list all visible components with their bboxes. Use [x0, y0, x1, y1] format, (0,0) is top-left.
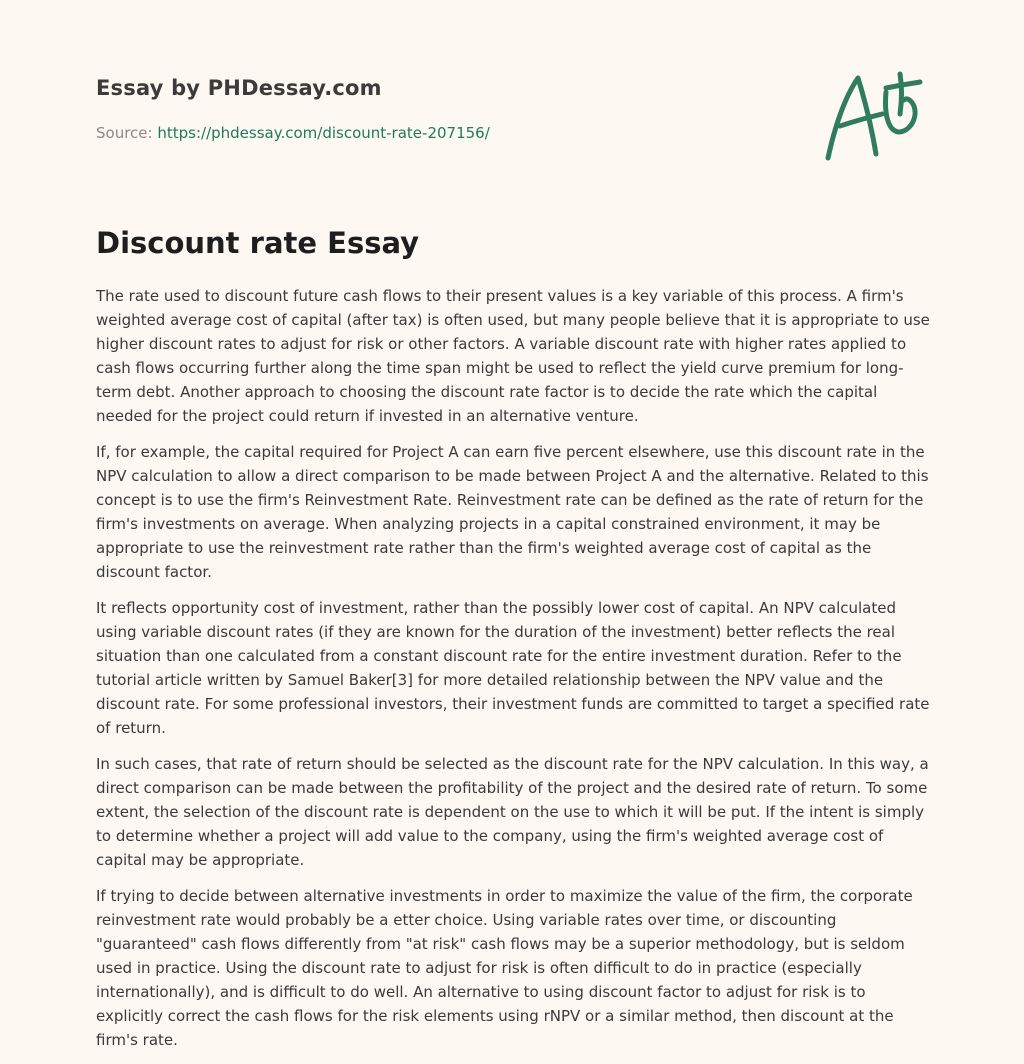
site-brand: Essay by PHDessay.com — [96, 76, 382, 100]
paragraph: If, for example, the capital required for Project A can earn five percent elsewhere, use this discount rate in the NPV calculation to allow a direct comparison to be made between Project A and the alternative. Related to this concept is to use the firm's Reinvestment Rate. Reinvestment rate can be defined as the rate of return for the firm's investments on average. When analyzing projects in a capital constrained environment, it may be appropriate to use the reinvestment rate rather than the firm's weighted average cost of capital as the discount factor. — [96, 443, 929, 581]
source-label: Source: — [96, 124, 153, 142]
a-plus-logo-icon — [822, 68, 928, 164]
paragraph: In such cases, that rate of return should be selected as the discount rate for the NPV calculation. In this way, a direct comparison can be made between the profitability of the project and the desired rate of return. To some extent, the selection of the discount rate is dependent on the use to which it will be put. If the intent is simply to determine whether a project will add value to the company, using the firm's weighted average cost of capital may be appropriate. — [96, 755, 929, 869]
paragraph: If trying to decide between alternative investments in order to maximize the value of the firm, the corporate reinvestment rate would probably be a etter choice. Using variable rates over time, or discounting "guaranteed" cash flows differently from "at risk" cash flows may be a superior methodology, but is seldom used in practice. Using the discount rate to adjust for risk is often difficult to do in practice (especially internationally), and is difficult to do well. An alternative to using discount factor to adjust for risk is to explicitly correct the cash flows for the risk elements using rNPV or a similar method, then discount at the firm's rate. — [96, 887, 913, 1049]
source-line — [96, 124, 490, 142]
article-title: Discount rate Essay — [96, 226, 420, 260]
paragraph: It reflects opportunity cost of investment, rather than the possibly lower cost of capital. An NPV calculated using variable discount rates (if they are known for the duration of the investment) better reflects the real situation than one calculated from a constant discount rate for the entire investment duration. Refer to the tutorial article written by Samuel Baker[3] for more detailed relationship between the NPV value and the discount rate. For some professional investors, their investment funds are committed to target a specified rate of return. — [96, 599, 930, 737]
paragraph: The rate used to discount future cash flows to their present values is a key variable of this process. A firm's weighted average cost of capital (after tax) is often used, but many people believe that it is appropriate to use higher discount rates to adjust for risk or other factors. A variable discount rate with higher rates applied to cash flows occurring further along the time span might be used to reflect the yield curve premium for long-term debt. Another approach to choosing the discount rate factor is to decide the rate which the capital needed for the project could return if invested in an alternative venture. — [96, 287, 930, 425]
source-link[interactable]: https://phdessay.com/discount-rate-207156/ — [157, 124, 490, 142]
article-body — [96, 284, 931, 1064]
